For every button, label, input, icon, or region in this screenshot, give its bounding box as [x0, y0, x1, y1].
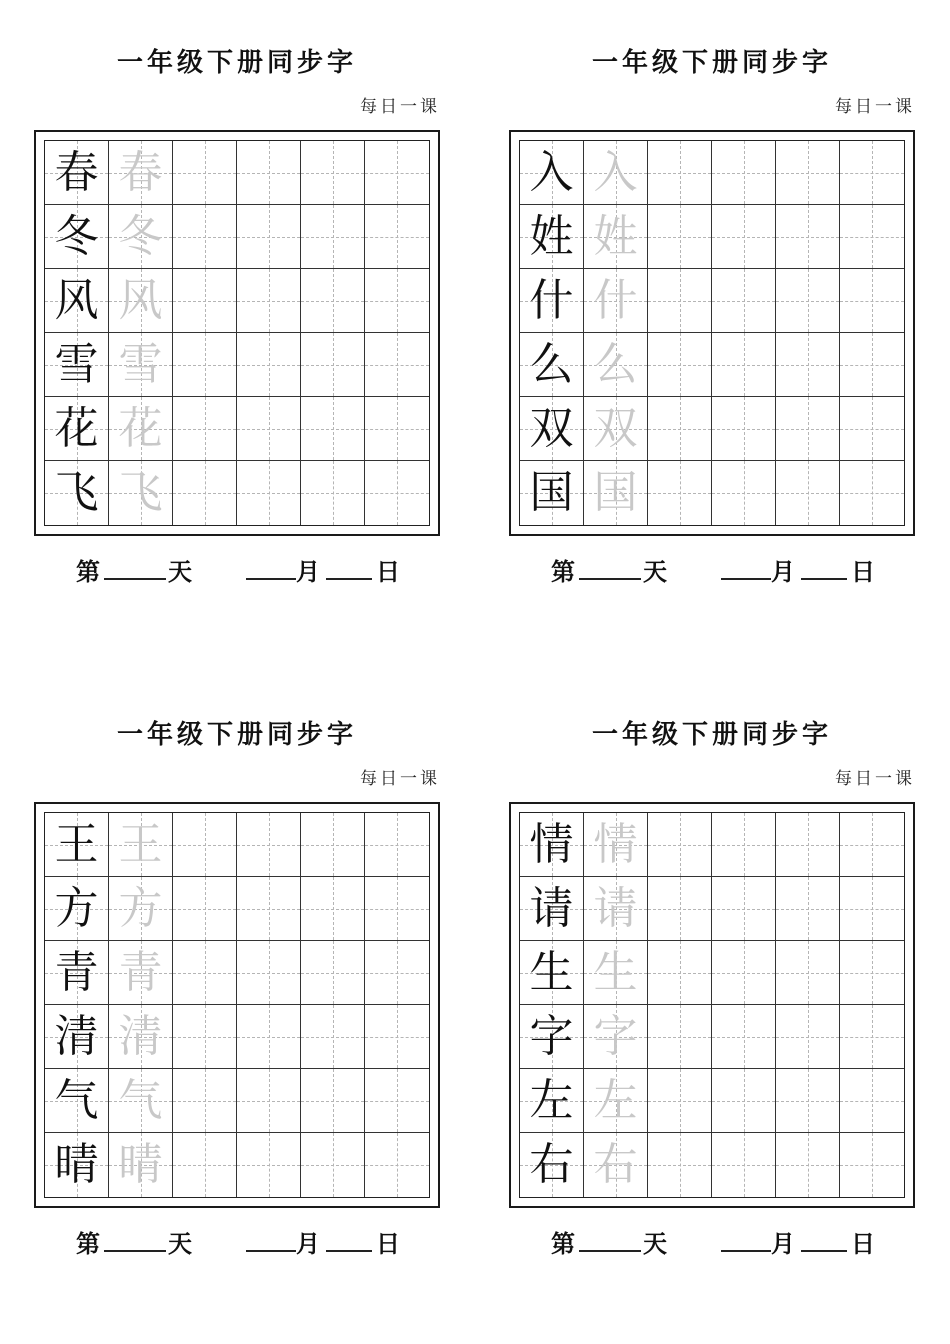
model-char: 入 [529, 146, 574, 198]
date-blank[interactable] [801, 552, 847, 580]
writing-cell[interactable] [712, 941, 776, 1005]
writing-cell[interactable] [648, 397, 712, 461]
trace-char: 生 [593, 946, 638, 998]
model-char-cell [45, 1069, 109, 1133]
practice-sheet-4 [509, 676, 915, 1258]
writing-cell[interactable] [237, 1005, 301, 1069]
writing-cell[interactable] [237, 461, 301, 525]
practice-sheet-2 [509, 4, 915, 586]
writing-cell[interactable] [840, 877, 904, 941]
trace-char: 清 [118, 1010, 163, 1062]
date-line [509, 1224, 915, 1260]
trace-char: 春 [118, 146, 163, 198]
model-char-cell [45, 333, 109, 397]
sheet-subtitle: 每日一课 [360, 769, 440, 789]
trace-char-cell[interactable] [109, 461, 173, 525]
writing-cell[interactable] [365, 269, 429, 333]
writing-cell[interactable] [840, 461, 904, 525]
model-char-cell [45, 141, 109, 205]
trace-char-cell[interactable] [109, 941, 173, 1005]
model-char-cell [45, 397, 109, 461]
model-char: 方 [54, 882, 99, 934]
day-number-blank[interactable] [104, 552, 166, 580]
sheet-subtitle: 每日一课 [835, 97, 915, 117]
sheet-title: 一年级下册同步字 [116, 720, 357, 750]
model-char: 风 [54, 274, 99, 326]
date-line [34, 1224, 440, 1260]
sheet-title: 一年级下册同步字 [591, 48, 832, 78]
day-suffix: 天 [168, 558, 192, 586]
model-char-cell [520, 269, 584, 333]
model-char: 请 [529, 882, 574, 934]
trace-char: 么 [593, 338, 638, 390]
model-char: 字 [529, 1010, 574, 1062]
trace-char: 雪 [118, 338, 163, 390]
date-line [34, 552, 440, 588]
model-char: 清 [54, 1010, 99, 1062]
model-char-cell [520, 141, 584, 205]
trace-char: 飞 [118, 467, 163, 518]
writing-cell[interactable] [712, 1069, 776, 1133]
trace-char-cell[interactable] [584, 1133, 648, 1197]
sheet-title: 一年级下册同步字 [591, 720, 832, 750]
writing-cell[interactable] [173, 205, 237, 269]
day-suffix: 天 [643, 558, 667, 586]
writing-cell[interactable] [237, 813, 301, 877]
trace-char: 气 [118, 1074, 163, 1126]
writing-cell[interactable] [776, 941, 840, 1005]
writing-cell[interactable] [301, 397, 365, 461]
model-char: 生 [529, 946, 574, 998]
trace-char-cell[interactable] [584, 205, 648, 269]
writing-cell[interactable] [173, 941, 237, 1005]
date-label: 日 [376, 558, 400, 586]
model-char: 春 [54, 146, 99, 198]
writing-cell[interactable] [776, 397, 840, 461]
writing-cell[interactable] [365, 461, 429, 525]
writing-cell[interactable] [648, 269, 712, 333]
day-prefix: 第 [76, 558, 100, 586]
writing-cell[interactable] [365, 333, 429, 397]
writing-cell[interactable] [712, 877, 776, 941]
model-char: 什 [529, 274, 574, 326]
model-char-cell [520, 461, 584, 525]
trace-char: 右 [593, 1139, 638, 1190]
writing-cell[interactable] [301, 269, 365, 333]
writing-cell[interactable] [840, 205, 904, 269]
writing-cell[interactable] [776, 1069, 840, 1133]
model-char: 冬 [54, 210, 99, 262]
writing-cell[interactable] [840, 333, 904, 397]
model-char-cell [520, 877, 584, 941]
model-char-cell [520, 813, 584, 877]
sheet-subtitle: 每日一课 [835, 769, 915, 789]
month-label: 月 [296, 1230, 320, 1258]
day-prefix: 第 [76, 1230, 100, 1258]
trace-char: 冬 [118, 210, 163, 262]
model-char: 飞 [54, 467, 99, 518]
grid-frame [509, 130, 915, 536]
month-blank[interactable] [721, 1224, 771, 1252]
trace-char-cell[interactable] [109, 397, 173, 461]
trace-char-cell[interactable] [109, 333, 173, 397]
model-char-cell [520, 1005, 584, 1069]
writing-cell[interactable] [237, 141, 301, 205]
tianzige-grid [44, 140, 430, 526]
writing-cell[interactable] [840, 141, 904, 205]
model-char-cell [45, 1133, 109, 1197]
model-char: 国 [529, 467, 574, 518]
trace-char-cell[interactable] [584, 941, 648, 1005]
month-blank[interactable] [246, 552, 296, 580]
writing-cell[interactable] [301, 333, 365, 397]
trace-char-cell[interactable] [584, 397, 648, 461]
trace-char: 双 [593, 402, 638, 454]
writing-cell[interactable] [648, 1133, 712, 1197]
model-char: 晴 [54, 1139, 99, 1190]
model-char: 左 [529, 1074, 574, 1126]
date-label: 日 [851, 1230, 875, 1258]
practice-sheet-1 [34, 4, 440, 586]
model-char-cell [45, 1005, 109, 1069]
trace-char-cell[interactable] [109, 1069, 173, 1133]
grid-frame [509, 802, 915, 1208]
model-char-cell [45, 205, 109, 269]
model-char: 气 [54, 1074, 99, 1126]
date-label: 日 [851, 558, 875, 586]
trace-char-cell[interactable] [109, 269, 173, 333]
trace-char-cell[interactable] [584, 813, 648, 877]
writing-cell[interactable] [840, 813, 904, 877]
writing-cell[interactable] [173, 1069, 237, 1133]
model-char: 情 [529, 818, 574, 870]
trace-char-cell[interactable] [584, 1005, 648, 1069]
trace-char: 花 [118, 402, 163, 454]
writing-cell[interactable] [648, 461, 712, 525]
model-char-cell [520, 333, 584, 397]
trace-char-cell[interactable] [109, 813, 173, 877]
model-char-cell [45, 269, 109, 333]
writing-cell[interactable] [712, 397, 776, 461]
writing-cell[interactable] [776, 813, 840, 877]
model-char-cell [45, 877, 109, 941]
month-blank[interactable] [721, 552, 771, 580]
writing-cell[interactable] [365, 877, 429, 941]
day-prefix: 第 [551, 1230, 575, 1258]
model-char: 姓 [529, 210, 574, 262]
model-char-cell [520, 1069, 584, 1133]
writing-cell[interactable] [237, 1133, 301, 1197]
writing-cell[interactable] [648, 205, 712, 269]
trace-char-cell[interactable] [109, 1005, 173, 1069]
trace-char: 方 [118, 882, 163, 934]
model-char-cell [520, 941, 584, 1005]
trace-char: 什 [593, 274, 638, 326]
writing-cell[interactable] [365, 1069, 429, 1133]
day-prefix: 第 [551, 558, 575, 586]
trace-char: 入 [593, 146, 638, 198]
writing-cell[interactable] [301, 1069, 365, 1133]
writing-cell[interactable] [840, 269, 904, 333]
day-suffix: 天 [643, 1230, 667, 1258]
trace-char-cell[interactable] [584, 333, 648, 397]
writing-cell[interactable] [301, 141, 365, 205]
month-blank[interactable] [246, 1224, 296, 1252]
trace-char-cell[interactable] [109, 205, 173, 269]
writing-cell[interactable] [173, 333, 237, 397]
writing-cell[interactable] [776, 877, 840, 941]
date-line [509, 552, 915, 588]
writing-cell[interactable] [712, 141, 776, 205]
writing-cell[interactable] [712, 269, 776, 333]
trace-char: 姓 [593, 210, 638, 262]
trace-char: 晴 [118, 1139, 163, 1190]
date-blank[interactable] [326, 1224, 372, 1252]
date-blank[interactable] [801, 1224, 847, 1252]
day-number-blank[interactable] [579, 1224, 641, 1252]
writing-cell[interactable] [365, 397, 429, 461]
trace-char: 风 [118, 274, 163, 326]
model-char: 么 [529, 338, 574, 390]
writing-cell[interactable] [840, 397, 904, 461]
writing-cell[interactable] [301, 205, 365, 269]
writing-cell[interactable] [365, 205, 429, 269]
writing-cell[interactable] [301, 1005, 365, 1069]
writing-cell[interactable] [648, 333, 712, 397]
writing-cell[interactable] [365, 1133, 429, 1197]
writing-cell[interactable] [776, 333, 840, 397]
writing-cell[interactable] [173, 269, 237, 333]
date-label: 日 [376, 1230, 400, 1258]
writing-cell[interactable] [776, 1005, 840, 1069]
writing-cell[interactable] [301, 877, 365, 941]
writing-cell[interactable] [776, 269, 840, 333]
writing-cell[interactable] [648, 1069, 712, 1133]
model-char: 雪 [54, 338, 99, 390]
writing-cell[interactable] [173, 1005, 237, 1069]
writing-cell[interactable] [840, 1133, 904, 1197]
trace-char-cell[interactable] [109, 141, 173, 205]
model-char-cell [45, 813, 109, 877]
writing-cell[interactable] [712, 205, 776, 269]
writing-cell[interactable] [365, 941, 429, 1005]
model-char: 花 [54, 402, 99, 454]
grid-frame [34, 130, 440, 536]
trace-char: 王 [118, 818, 163, 870]
writing-cell[interactable] [301, 461, 365, 525]
model-char-cell [520, 205, 584, 269]
writing-cell[interactable] [776, 141, 840, 205]
writing-cell[interactable] [237, 1069, 301, 1133]
month-label: 月 [771, 1230, 795, 1258]
model-char-cell [45, 941, 109, 1005]
trace-char: 青 [118, 946, 163, 998]
writing-cell[interactable] [237, 941, 301, 1005]
trace-char-cell[interactable] [584, 877, 648, 941]
writing-cell[interactable] [840, 1005, 904, 1069]
writing-cell[interactable] [173, 397, 237, 461]
model-char: 右 [529, 1139, 574, 1190]
writing-cell[interactable] [365, 813, 429, 877]
tianzige-grid [44, 812, 430, 1198]
model-char: 青 [54, 946, 99, 998]
writing-cell[interactable] [237, 397, 301, 461]
model-char: 王 [54, 818, 99, 870]
tianzige-grid [519, 812, 905, 1198]
trace-char-cell[interactable] [584, 1069, 648, 1133]
day-suffix: 天 [168, 1230, 192, 1258]
trace-char: 字 [593, 1010, 638, 1062]
trace-char: 国 [593, 467, 638, 518]
writing-cell[interactable] [173, 141, 237, 205]
tianzige-grid [519, 140, 905, 526]
writing-cell[interactable] [712, 1133, 776, 1197]
trace-char-cell[interactable] [584, 141, 648, 205]
writing-cell[interactable] [776, 461, 840, 525]
model-char-cell [45, 461, 109, 525]
writing-cell[interactable] [301, 813, 365, 877]
writing-cell[interactable] [301, 941, 365, 1005]
writing-cell[interactable] [712, 333, 776, 397]
trace-char-cell[interactable] [109, 1133, 173, 1197]
writing-cell[interactable] [712, 461, 776, 525]
month-label: 月 [771, 558, 795, 586]
grid-frame [34, 802, 440, 1208]
writing-cell[interactable] [237, 205, 301, 269]
writing-cell[interactable] [301, 1133, 365, 1197]
model-char-cell [520, 1133, 584, 1197]
sheet-subtitle: 每日一课 [360, 97, 440, 117]
trace-char: 情 [593, 818, 638, 870]
writing-cell[interactable] [776, 205, 840, 269]
writing-cell[interactable] [365, 141, 429, 205]
trace-char-cell[interactable] [584, 461, 648, 525]
trace-char-cell[interactable] [109, 877, 173, 941]
date-blank[interactable] [326, 552, 372, 580]
writing-cell[interactable] [840, 1069, 904, 1133]
practice-sheet-3 [34, 676, 440, 1258]
writing-cell[interactable] [237, 269, 301, 333]
writing-cell[interactable] [648, 1005, 712, 1069]
model-char-cell [520, 397, 584, 461]
trace-char: 请 [593, 882, 638, 934]
day-number-blank[interactable] [104, 1224, 166, 1252]
writing-cell[interactable] [237, 333, 301, 397]
writing-cell[interactable] [648, 877, 712, 941]
day-number-blank[interactable] [579, 552, 641, 580]
model-char: 双 [529, 402, 574, 454]
writing-cell[interactable] [173, 813, 237, 877]
trace-char: 左 [593, 1074, 638, 1126]
writing-cell[interactable] [237, 877, 301, 941]
writing-cell[interactable] [648, 941, 712, 1005]
trace-char-cell[interactable] [584, 269, 648, 333]
writing-cell[interactable] [776, 1133, 840, 1197]
writing-cell[interactable] [712, 1005, 776, 1069]
writing-cell[interactable] [173, 877, 237, 941]
writing-cell[interactable] [712, 813, 776, 877]
writing-cell[interactable] [648, 141, 712, 205]
writing-cell[interactable] [840, 941, 904, 1005]
writing-cell[interactable] [173, 461, 237, 525]
writing-cell[interactable] [648, 813, 712, 877]
writing-cell[interactable] [173, 1133, 237, 1197]
sheet-title: 一年级下册同步字 [116, 48, 357, 78]
writing-cell[interactable] [365, 1005, 429, 1069]
month-label: 月 [296, 558, 320, 586]
